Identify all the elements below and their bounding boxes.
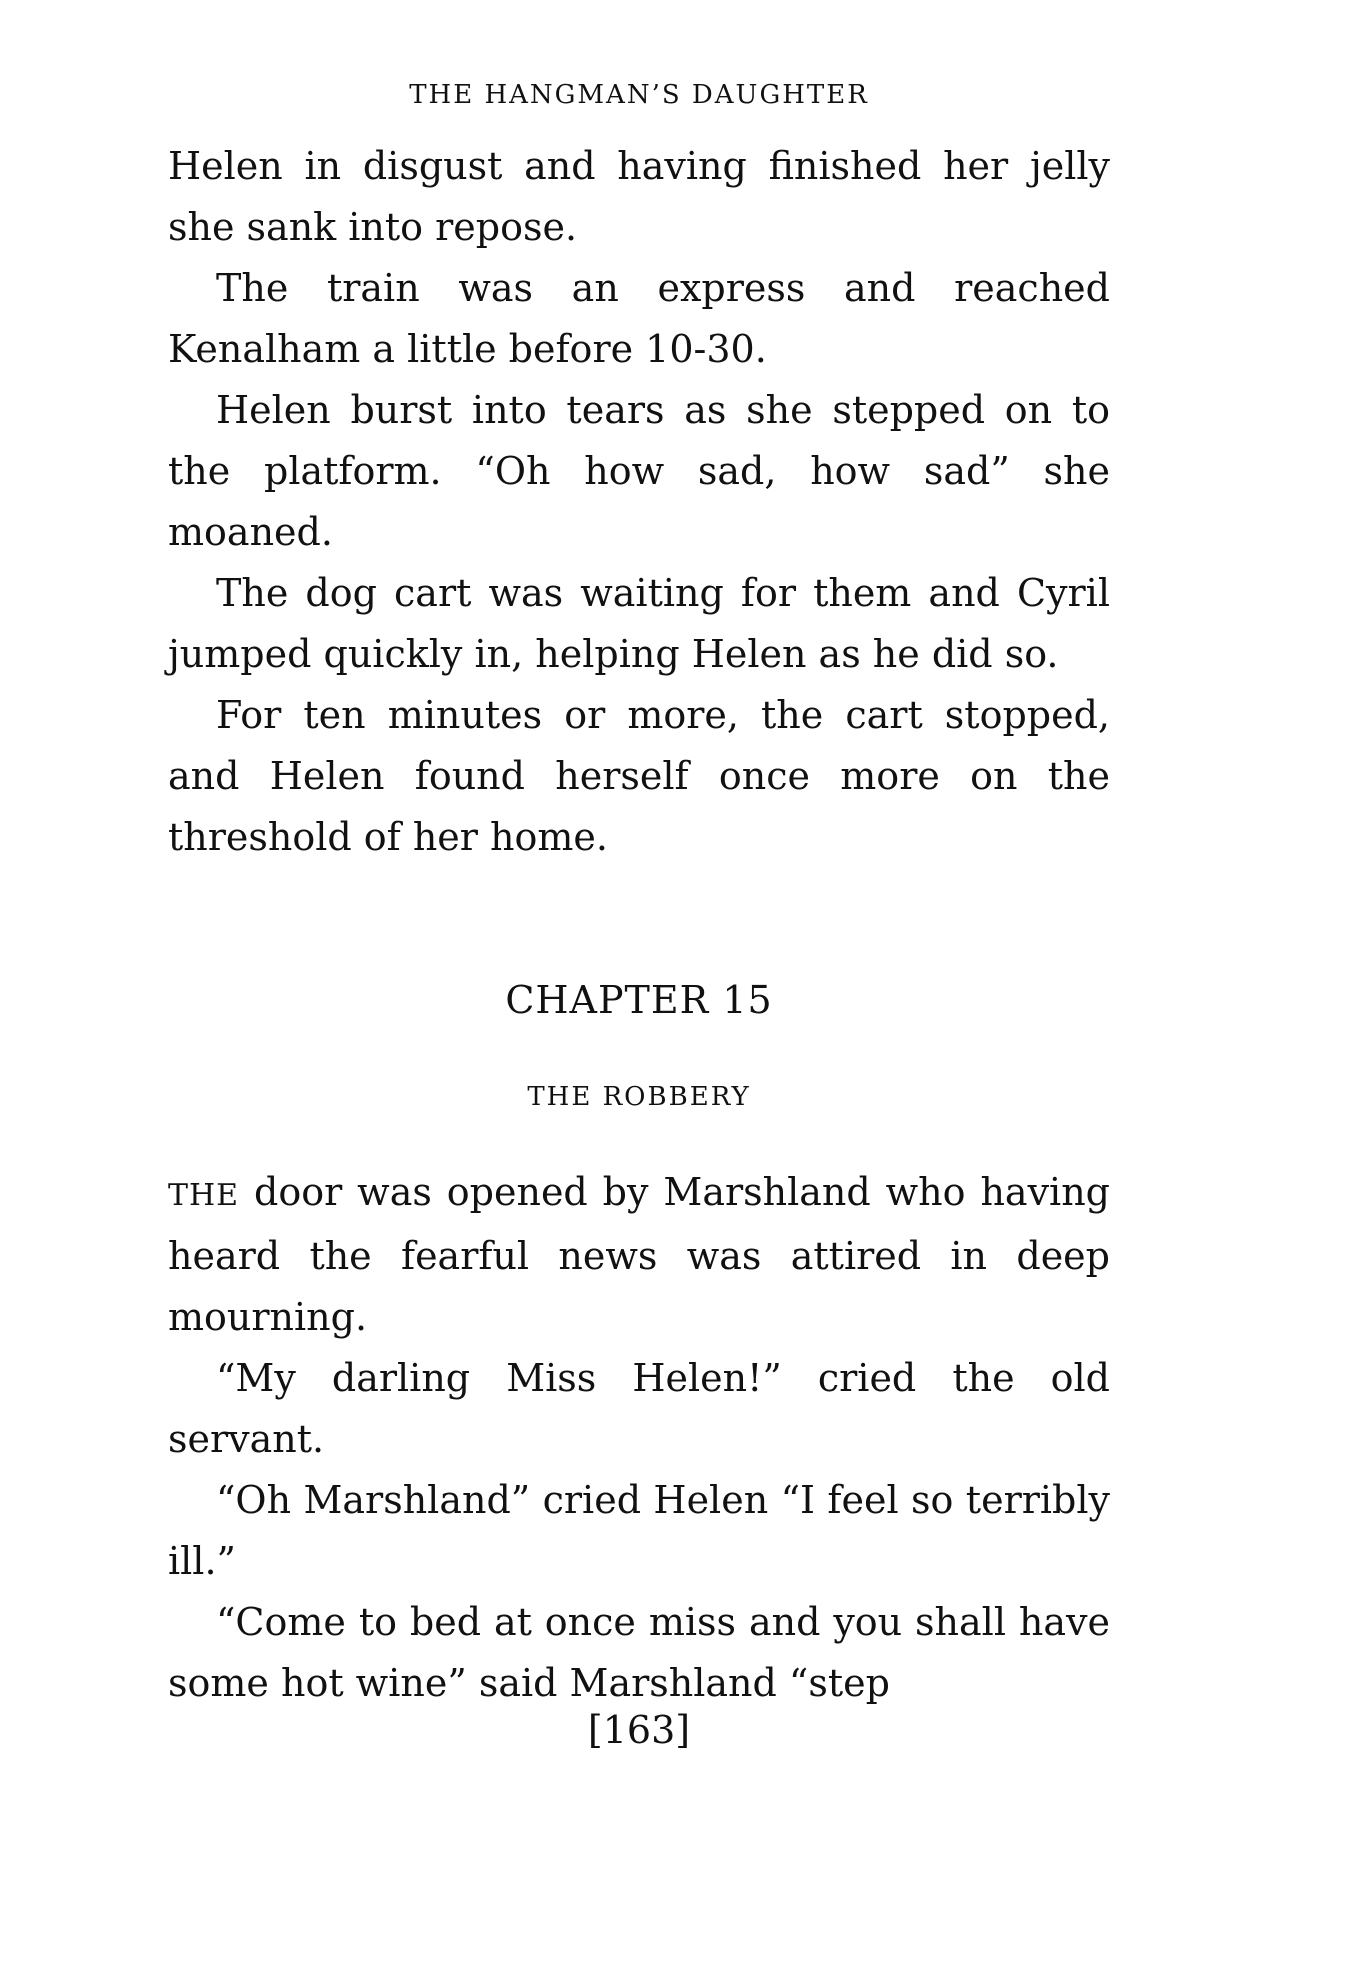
paragraph: Helen burst into tears as she stepped on to the platform. “Oh how sad, how sad” she moaned. bbox=[168, 388, 1110, 554]
text-block-bottom bbox=[168, 1162, 1110, 1714]
paragraph: “My darling Miss Helen!” cried the old servant. bbox=[168, 1356, 1110, 1461]
paragraph: The dog cart was waiting for them and Cyril jumped quickly in, helping Helen as he did so. bbox=[168, 571, 1110, 676]
page-number: [163] bbox=[587, 1708, 691, 1752]
paragraph: “Oh Marshland” cried Helen “I feel so terribly ill.” bbox=[168, 1478, 1110, 1583]
text-block-top bbox=[168, 136, 1110, 868]
opening-text: door was opened by Marshland who having heard the fearful news was attired in deep mourning. bbox=[168, 1170, 1110, 1339]
chapter-subtitle: THE ROBBERY bbox=[527, 1082, 751, 1112]
opening-word: THE bbox=[168, 1178, 240, 1213]
paragraph: Helen in disgust and having finished her jelly she sank into repose. bbox=[168, 144, 1110, 249]
paragraph: For ten minutes or more, the cart stopped, and Helen found herself once more on the threshold of her home. bbox=[168, 693, 1110, 859]
paragraph: “Come to bed at once miss and you shall have some hot wine” said Marshland “step bbox=[168, 1600, 1110, 1705]
paragraph: The train was an express and reached Kenalham a little before 10-30. bbox=[168, 266, 1110, 371]
chapter-title: CHAPTER 15 bbox=[505, 978, 773, 1022]
running-head: THE HANGMAN’S DAUGHTER bbox=[409, 80, 869, 110]
book-page bbox=[168, 0, 1110, 1981]
chapter-opening-paragraph bbox=[168, 1162, 1110, 1348]
